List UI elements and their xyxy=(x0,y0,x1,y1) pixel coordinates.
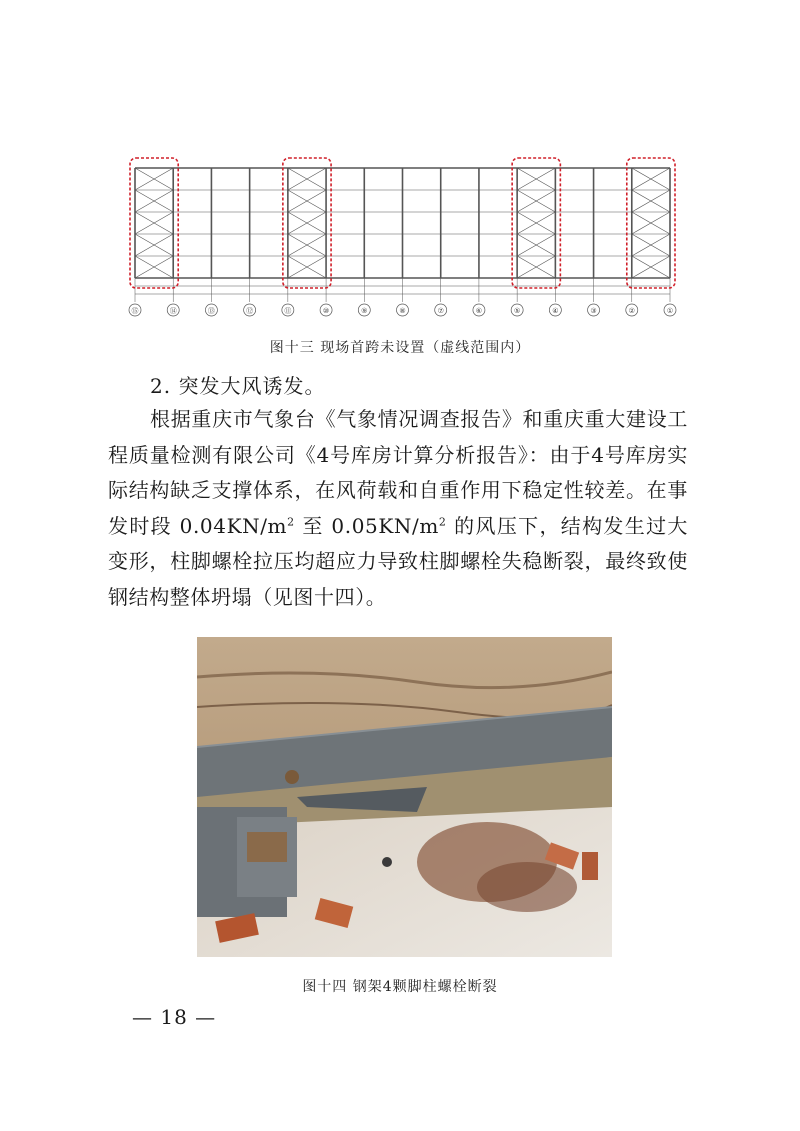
figure-14-photo xyxy=(197,637,612,957)
axis-label: ④ xyxy=(552,307,559,315)
axis-label: ⑥ xyxy=(475,307,483,315)
superscript-1: 2 xyxy=(287,514,295,528)
axis-label: ⑤ xyxy=(514,307,521,315)
axis-label: ⑧ xyxy=(399,307,406,315)
axis-label: ② xyxy=(628,307,635,315)
paragraph-text-3: 的风压下，结构发生过大变形，柱脚螺栓拉压均超应力导致柱脚螺栓失稳断裂，最终致使钢结构整体坍塌（见图十四）。 xyxy=(108,513,688,609)
figure-14-caption: 图十四 钢架4颗脚柱螺栓断裂 xyxy=(302,979,498,995)
paragraph-text-1: 根据重庆市气象台《气象情况调查报告》和重庆重大建设工程质量检测有限公司《4号库房计算分析报告》：由于4号库房实际结构缺乏支撑体系，在风荷载和自重作用下稳定性较差。在事发时段 0.04KN/m xyxy=(108,407,688,538)
body-paragraph xyxy=(108,402,688,615)
axis-label: ⑪ xyxy=(284,307,292,315)
elevation-drawing-svg xyxy=(105,150,690,318)
paragraph-text-2: 至 0.05KN/m xyxy=(294,513,439,538)
axis-label: ⑭ xyxy=(169,307,177,315)
page-number: — 18 — xyxy=(132,1005,217,1029)
section-heading: 2. 突发大风诱发。 xyxy=(150,374,326,398)
axis-label: ③ xyxy=(590,307,597,315)
axis-label: ⑬ xyxy=(207,307,215,315)
axis-label: ⑨ xyxy=(361,307,368,315)
axis-label: ⑮ xyxy=(131,307,139,315)
superscript-2: 2 xyxy=(438,514,447,528)
figure-13-drawing xyxy=(105,150,690,318)
figure-13-caption: 图十三 现场首跨未设置（虚线范围内） xyxy=(269,340,531,356)
axis-label: ① xyxy=(666,307,674,315)
axis-label: ⑦ xyxy=(437,307,444,315)
axis-label: ⑫ xyxy=(246,307,254,315)
axis-label: ⑩ xyxy=(322,307,330,315)
